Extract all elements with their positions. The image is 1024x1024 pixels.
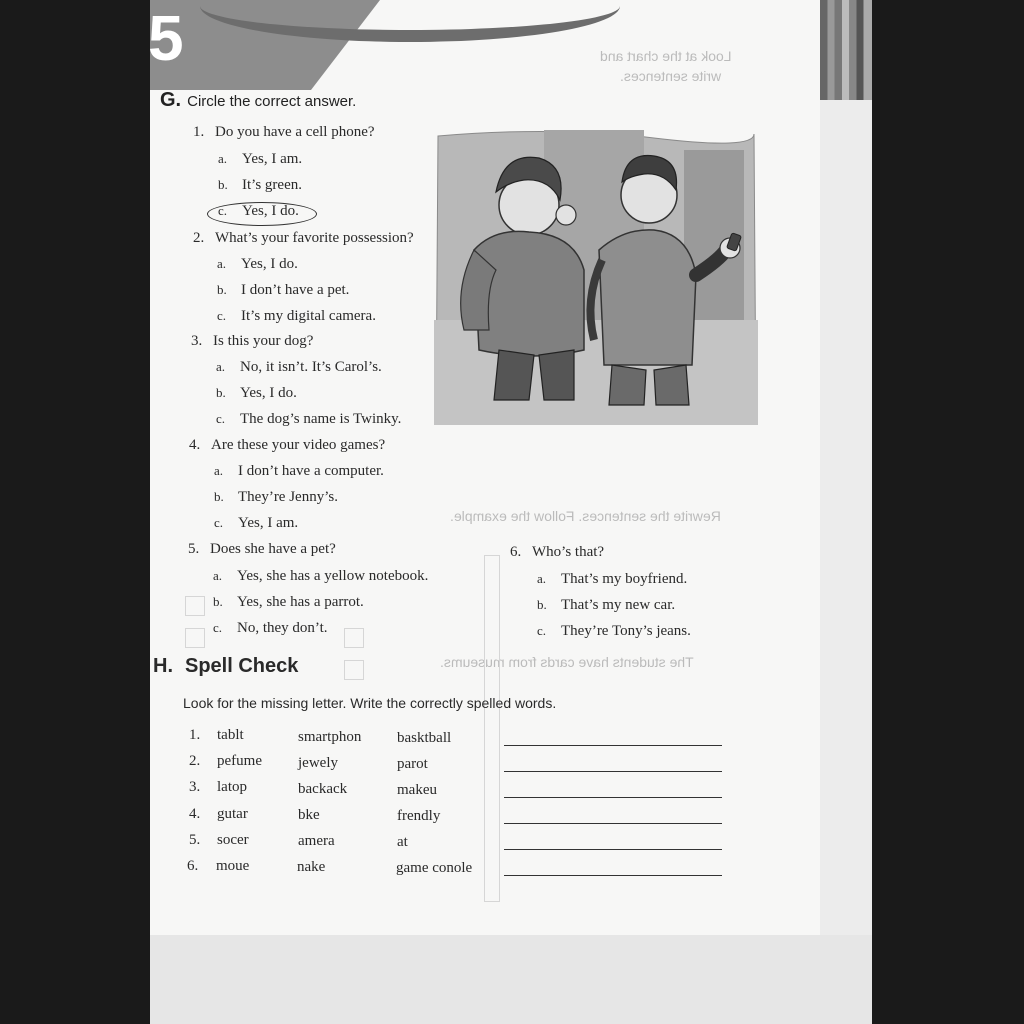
misspelled-word: basktball (397, 730, 452, 746)
answer-option[interactable] (217, 256, 298, 273)
question-number: 1. (193, 124, 205, 140)
option-letter: a. (213, 568, 223, 583)
option-text: Yes, she has a parrot. (237, 594, 364, 610)
row-number: 1. (189, 727, 201, 743)
option-letter: c. (537, 623, 547, 638)
question-text: What’s your favorite possession? (215, 230, 414, 246)
option-text: That’s my new car. (561, 597, 676, 613)
answer-line[interactable] (504, 875, 722, 876)
misspelled-word: makeu (397, 782, 437, 798)
option-letter: b. (537, 597, 547, 612)
misspelled-word: nake (297, 859, 326, 875)
misspelled-word: tablt (217, 727, 244, 743)
question-text: Who’s that? (532, 544, 605, 560)
answer-line[interactable] (504, 771, 722, 772)
question-text: Does she have a pet? (210, 541, 336, 557)
question-number: 4. (189, 437, 201, 453)
section-g-header (160, 89, 356, 112)
option-letter: c. (217, 308, 227, 323)
option-letter: c. (218, 203, 228, 218)
misspelled-word: bke (298, 807, 320, 823)
row-number: 6. (187, 858, 199, 874)
question-text: Do you have a cell phone? (215, 124, 375, 140)
row-number: 4. (189, 806, 201, 822)
question (188, 541, 336, 558)
answer-option[interactable] (216, 359, 382, 376)
option-text: I don’t have a pet. (241, 282, 350, 298)
option-text: No, they don’t. (237, 620, 328, 636)
answer-option[interactable] (216, 411, 401, 428)
color-band (820, 0, 872, 100)
section-instruction: Circle the correct answer. (187, 93, 357, 110)
question-number: 5. (188, 541, 200, 557)
adjacent-page-edge (820, 0, 872, 1024)
section-letter: G. (160, 89, 182, 111)
bleed-through-box (344, 628, 364, 648)
option-letter: c. (216, 411, 226, 426)
question (193, 230, 414, 247)
option-letter: a. (217, 256, 227, 271)
option-text: No, it isn’t. It’s Carol’s. (240, 359, 382, 375)
question (189, 437, 385, 454)
misspelled-word: amera (298, 833, 335, 849)
row-number: 5. (189, 832, 201, 848)
option-text: Yes, I do. (240, 385, 297, 401)
option-text: That’s my boyfriend. (561, 571, 688, 587)
bleed-through-box (185, 628, 205, 648)
option-letter: a. (216, 359, 226, 374)
section-instruction: Look for the missing letter. Write the correctly spelled words. (183, 695, 557, 711)
answer-option[interactable] (537, 623, 691, 640)
answer-option[interactable] (218, 177, 302, 194)
option-text: I don’t have a computer. (238, 463, 384, 479)
misspelled-word: jewely (298, 755, 338, 771)
question (510, 544, 604, 561)
question (191, 333, 313, 350)
option-text: Yes, I do. (242, 203, 299, 219)
bleed-through-box (185, 596, 205, 616)
answer-option[interactable] (217, 308, 376, 325)
option-text: Yes, she has a yellow notebook. (237, 568, 429, 584)
unit-number: 5 (148, 2, 184, 74)
misspelled-word: socer (217, 832, 249, 848)
option-letter: a. (218, 151, 228, 166)
row-number: 3. (189, 779, 201, 795)
row-number: 2. (189, 753, 201, 769)
option-letter: a. (214, 463, 224, 478)
section-title: Spell Check (185, 655, 299, 677)
answer-line[interactable] (504, 745, 722, 746)
misspelled-word: smartphon (298, 729, 362, 745)
question-number: 3. (191, 333, 203, 349)
option-text: It’s green. (242, 177, 302, 193)
answer-option[interactable] (213, 568, 428, 585)
question-number: 6. (510, 544, 522, 560)
misspelled-word: moue (216, 858, 250, 874)
answer-option[interactable] (213, 594, 364, 611)
question-text: Are these your video games? (211, 437, 386, 453)
page-bottom-shadow (150, 935, 872, 1024)
misspelled-word: gutar (217, 806, 248, 822)
misspelled-word: backack (298, 781, 348, 797)
option-letter: c. (214, 515, 224, 530)
answer-line[interactable] (504, 849, 722, 850)
section-letter: H. (153, 655, 173, 677)
bleed-through-text: Rewrite the sentences. Follow the example. (450, 508, 721, 524)
misspelled-word: frendly (397, 808, 441, 824)
answer-option[interactable] (218, 151, 302, 168)
option-letter: b. (218, 177, 228, 192)
answer-line[interactable] (504, 823, 722, 824)
answer-option[interactable] (214, 515, 298, 532)
question-text: Is this your dog? (213, 333, 314, 349)
option-text: They’re Jenny’s. (238, 489, 338, 505)
bleed-through-text: write sentences. (620, 68, 722, 84)
bleed-through-box (344, 660, 364, 680)
question (193, 124, 375, 141)
answer-option[interactable] (214, 463, 384, 480)
option-text: Yes, I am. (242, 151, 303, 167)
answer-circle-mark (207, 202, 317, 226)
misspelled-word: game conole (396, 860, 473, 876)
option-text: It’s my digital camera. (241, 308, 376, 324)
option-letter: b. (216, 385, 226, 400)
misspelled-word: latop (217, 779, 247, 795)
option-text: Yes, I do. (241, 256, 298, 272)
option-text: They’re Tony’s jeans. (561, 623, 691, 639)
answer-line[interactable] (504, 797, 722, 798)
misspelled-word: at (397, 834, 408, 850)
answer-option[interactable] (213, 620, 328, 637)
option-text: Yes, I am. (238, 515, 299, 531)
two-friends-illustration (434, 130, 758, 425)
section-h-header (153, 655, 298, 678)
answer-option[interactable] (214, 489, 338, 506)
option-letter: a. (537, 571, 547, 586)
question-number: 2. (193, 230, 205, 246)
misspelled-word: pefume (217, 753, 262, 769)
answer-option[interactable] (217, 282, 349, 299)
misspelled-word: parot (397, 756, 428, 772)
option-letter: b. (217, 282, 227, 297)
answer-option[interactable] (216, 385, 297, 402)
option-letter: b. (213, 594, 223, 609)
bleed-through-text: Look at the chart and (600, 48, 732, 64)
answer-option[interactable] (537, 597, 675, 614)
option-text: The dog’s name is Twinky. (240, 411, 402, 427)
option-letter: b. (214, 489, 224, 504)
option-letter: c. (213, 620, 223, 635)
answer-option[interactable] (537, 571, 687, 588)
bleed-through-bar (484, 555, 500, 902)
bleed-through-text: The students have cards from museums. (440, 654, 694, 670)
